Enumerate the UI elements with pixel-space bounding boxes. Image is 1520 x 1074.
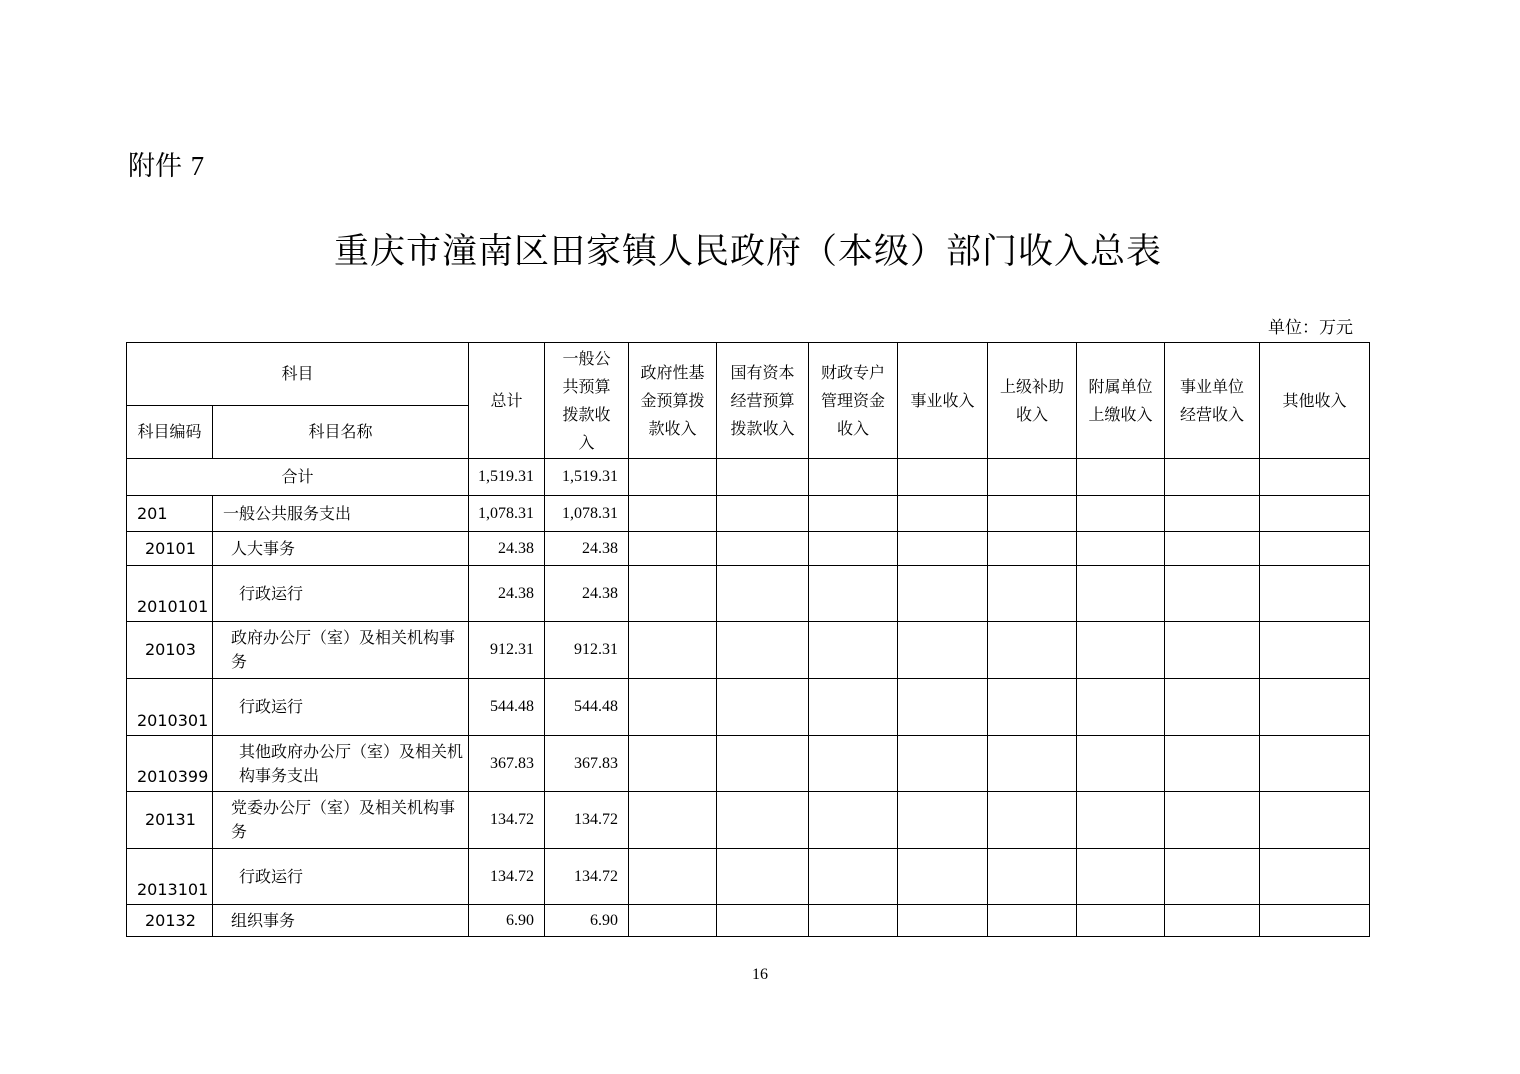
header-operation [1165,343,1260,459]
row-total: 134.72 [469,792,545,849]
row-total: 134.72 [469,849,545,905]
header-special-account [809,343,898,459]
header-subject: 科目 [127,343,469,406]
row-code: 2010399 [127,736,213,792]
row-total: 544.48 [469,679,545,736]
row-code: 2010301 [127,679,213,736]
row-name [213,736,469,792]
row-general: 6.90 [545,905,629,937]
table-row [127,905,1370,937]
row-total: 1,078.31 [469,496,545,532]
row-name: 一般公共服务支出 [213,496,469,532]
attachment-label [128,144,204,183]
header-superior-subsidy [988,343,1077,459]
row-total: 24.38 [469,532,545,566]
header-code: 科目编码 [127,406,213,459]
row-name [213,622,469,679]
header-row-1 [127,343,1370,406]
header-fund-text: 政府性基金预算拨款收入 [640,362,705,438]
table-row [127,792,1370,849]
page-number: 16 [752,966,768,983]
row-total: 6.90 [469,905,545,937]
row-general: 24.38 [545,566,629,622]
table-row [127,496,1370,532]
header-business: 事业收入 [898,343,988,459]
total-row [127,459,1370,496]
header-fund [629,343,717,459]
table-row [127,736,1370,792]
row-total: 367.83 [469,736,545,792]
header-affiliated [1077,343,1165,459]
row-general: 544.48 [545,679,629,736]
row-code: 2010101 [127,566,213,622]
row-code: 20132 [127,905,213,937]
row-code: 20101 [127,532,213,566]
row-name [213,792,469,849]
row-general: 134.72 [545,849,629,905]
header-general-text: 一般公共预算拨款收入 [562,348,611,452]
total-sum: 1,519.31 [469,459,545,496]
row-general: 134.72 [545,792,629,849]
table-row [127,566,1370,622]
row-name-text: 党委办公厅（室）及相关机构事务 [231,798,456,841]
row-name: 行政运行 [213,849,469,905]
page-title: 重庆市潼南区田家镇人民政府（本级）部门收入总表 [333,232,1162,272]
row-general: 367.83 [545,736,629,792]
total-label: 合计 [127,459,469,496]
header-general [545,343,629,459]
header-affiliated-text: 附属单位上缴收入 [1088,376,1153,424]
header-superior-subsidy-text: 上级补助收入 [1000,376,1065,424]
row-code: 2013101 [127,849,213,905]
income-table [126,342,1370,937]
table-row [127,622,1370,679]
row-name: 行政运行 [213,679,469,736]
header-state-capital [717,343,809,459]
attachment-text: 附件 [128,151,182,182]
row-general: 24.38 [545,532,629,566]
row-name: 人大事务 [213,532,469,566]
header-total: 总计 [469,343,545,459]
row-code: 201 [127,496,213,532]
attachment-number: 7 [190,151,205,181]
row-total: 24.38 [469,566,545,622]
row-name: 行政运行 [213,566,469,622]
row-name-text: 政府办公厅（室）及相关机构事务 [231,628,456,671]
unit-label: 单位：万元 [1268,318,1353,338]
row-total: 912.31 [469,622,545,679]
header-other: 其他收入 [1260,343,1370,459]
header-state-capital-text: 国有资本经营预算拨款收入 [730,362,795,438]
row-name: 组织事务 [213,905,469,937]
table-row [127,532,1370,566]
row-general: 1,078.31 [545,496,629,532]
table-row [127,679,1370,736]
row-code: 20103 [127,622,213,679]
table-row [127,849,1370,905]
total-general: 1,519.31 [545,459,629,496]
header-name: 科目名称 [213,406,469,459]
row-name-text: 其他政府办公厅（室）及相关机构事务支出 [239,741,464,785]
header-operation-text: 事业单位经营收入 [1180,376,1245,424]
row-general: 912.31 [545,622,629,679]
header-special-account-text: 财政专户管理资金收入 [821,362,886,438]
row-code: 20131 [127,792,213,849]
